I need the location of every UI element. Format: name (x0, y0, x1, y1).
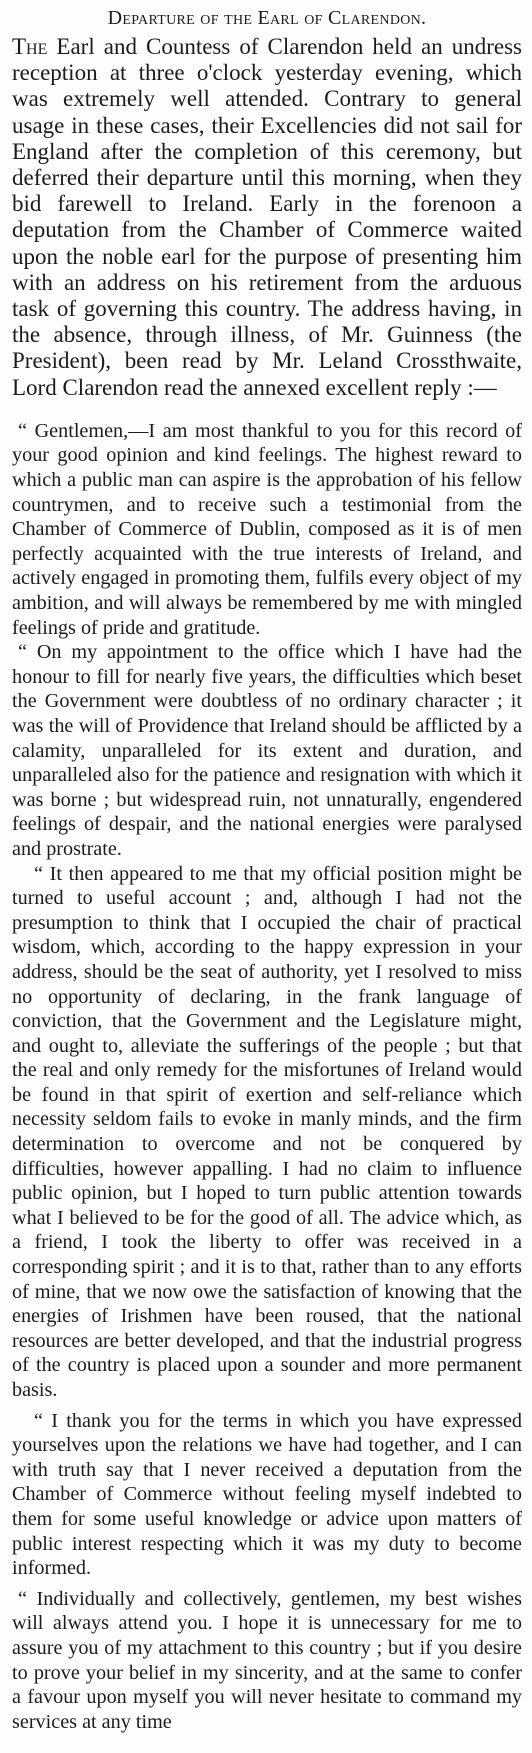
intro-dropcap: The (12, 34, 48, 59)
intro-text: Earl and Countess of Clarendon held an undress reception at three o'clock yesterday evening, which was extremely well attended. Contrary to general usage in these cases, their Excellencies did not sail for England after the completion of this ceremony, but deferred their departure until this morning, when they bid farewell to Ireland. Early in the forenoon a deputation from the Chamber of Commerce waited upon the noble earl for the purpose of presenting him with an address on his retirement from the arduous task of governing this country. The address having, in the absence, through illness, of Mr. Guinness (the President), been read by Mr. Leland Crossthwaite, Lord Clarendon read the annexed excellent reply :— (12, 34, 522, 400)
reply-paragraph-2: “ On my appointment to the office which I have had the honour to fill for nearly five years, the difficulties which beset the Government were doubtless of no ordinary character ; it was the will of Providence that Ireland should be afflicted by a calamity, unparalleled for its extent and duration, and unparalleled also for the patience and resignation with which it was borne ; but widespread ruin, not unnaturally, engendered feelings of despair, and the national energies were paralysed and prostrate. (12, 641, 522, 860)
reply-paragraph-1: “ Gentlemen,—I am most thankful to you for this record of your good opinion and kind feelings. The highest reward to which a public man can aspire is the approbation of his fellow countrymen, and to receive such a testimonial from the Chamber of Commerce of Dublin, composed as it is of men perfectly acquainted with the true interests of Ireland, and actively engaged in promoting them, fulfils every object of my ambition, and will always be remembered by me with mingled feelings of pride and gratitude. (12, 419, 522, 639)
intro-paragraph (12, 34, 522, 401)
article-headline: Departure of the Earl of Clarendon. (107, 7, 427, 29)
reply-paragraph-4: “ I thank you for the terms in which you have expressed yourselves upon the relations we have had together, and I can with truth say that I never received a deputation from the Chamber of Commerce without feeling myself indebted to them for some useful knowledge or advice upon matters of public interest respecting which it was my duty to become informed. (12, 1409, 522, 1580)
reply-paragraph-5: “ Individually and collectively, gentlemen, my best wishes will always attend you. I hope it is unnecessary for me to assure you of my attachment to this country ; but if you desire to prove your belief in my sincerity, and at the same to confer a favour upon myself you will never hesitate to command my services at any time (12, 1587, 522, 1733)
reply-paragraph-3: “ It then appeared to me that my official position might be turned to useful account ; and, although I had not the presumption to think that I occupied the chair of practical wisdom, which, according to the happy expression in your address, should be the seat of authority, yet I resolved to miss no opportunity of declaring, in the frank language of conviction, that the Government and the Legislature might, and ought to, alleviate the sufferings of the people ; but that the real and only remedy for the misfortunes of Ireland would be found in that spirit of exertion and self-reliance which necessity seldom fails to evoke in manly minds, and the firm determination to overcome and not be conquered by difficulties, however appalling. I had no claim to influence public opinion, but I hoped to turn public attention towards what I believed to be for the good of all. The advice which, as a friend, I took the liberty to offer was received in a corresponding spirit ; and it is to that, rather than to any efforts of mine, that we now owe the satisfaction of knowing that the energies of Irishmen have been roused, that the national resources are better developed, and that the industrial progress of the country is placed upon a sounder and more permanent basis. (12, 862, 522, 1401)
